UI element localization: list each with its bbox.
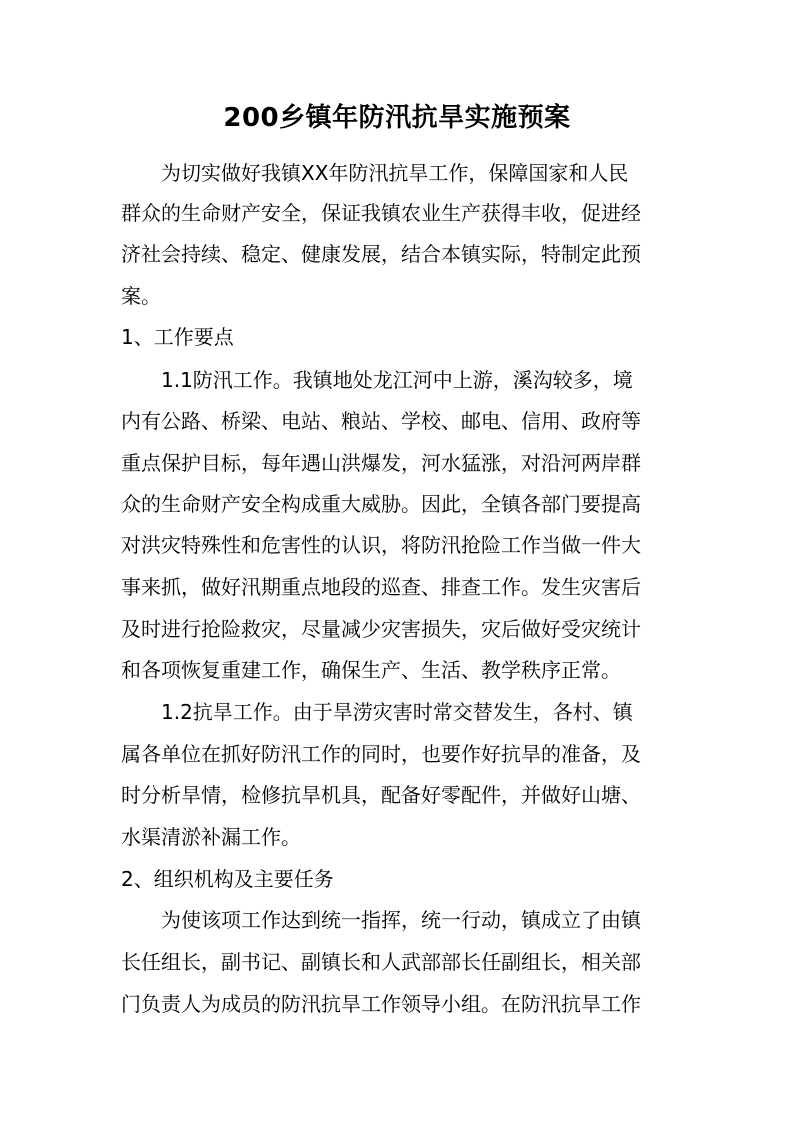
flood-line-6: 事来抓，做好汛期重点地段的巡查、排查工作。发生灾害后 xyxy=(121,575,641,599)
drought-line-3: 时分析旱情，检修抗旱机具，配备好零配件，并做好山塘、 xyxy=(121,783,641,807)
drought-line-4: 水渠清淤补漏工作。 xyxy=(121,825,301,849)
intro-line-1: 为切实做好我镇XX年防汛抗旱工作，保障国家和人民 xyxy=(161,161,629,185)
flood-line-4: 众的生命财产安全构成重大威胁。因此，全镇各部门要提高 xyxy=(121,492,641,516)
section-heading-2: 2、组织机构及主要任务 xyxy=(121,867,334,891)
section-heading-1: 1、工作要点 xyxy=(121,325,234,349)
org-line-2: 长任组长，副书记、副镇长和人武部部长任副组长，相关部 xyxy=(121,950,641,974)
intro-line-3: 济社会持续、稳定、健康发展，结合本镇实际，特制定此预 xyxy=(121,242,641,266)
org-line-3: 门负责人为成员的防汛抗旱工作领导小组。在防汛抗旱工作 xyxy=(121,992,641,1016)
document-title: 200乡镇年防汛抗旱实施预案 xyxy=(223,103,571,133)
flood-line-3: 重点保护目标，每年遇山洪爆发，河水猛涨，对沿河两岸群 xyxy=(121,451,641,475)
flood-line-5: 对洪灾特殊性和危害性的认识，将防汛抢险工作当做一件大 xyxy=(121,533,641,557)
flood-line-8: 和各项恢复重建工作，确保生产、生活、教学秩序正常。 xyxy=(121,658,621,682)
flood-line-2: 内有公路、桥梁、电站、粮站、学校、邮电、信用、政府等 xyxy=(121,409,641,433)
intro-line-2: 群众的生命财产安全，保证我镇农业生产获得丰收，促进经 xyxy=(121,201,641,225)
drought-line-2: 属各单位在抓好防汛工作的同时，也要作好抗旱的准备，及 xyxy=(121,742,641,766)
drought-line-1: 1.2抗旱工作。由于旱涝灾害时常交替发生，各村、镇 xyxy=(161,700,633,724)
flood-line-1: 1.1防汛工作。我镇地处龙江河中上游，溪沟较多，境 xyxy=(161,368,633,392)
intro-line-4: 案。 xyxy=(121,284,161,308)
org-line-1: 为使该项工作达到统一指挥，统一行动，镇成立了由镇 xyxy=(161,908,641,932)
flood-line-7: 及时进行抢险救灾，尽量减少灾害损失，灾后做好受灾统计 xyxy=(121,617,641,641)
